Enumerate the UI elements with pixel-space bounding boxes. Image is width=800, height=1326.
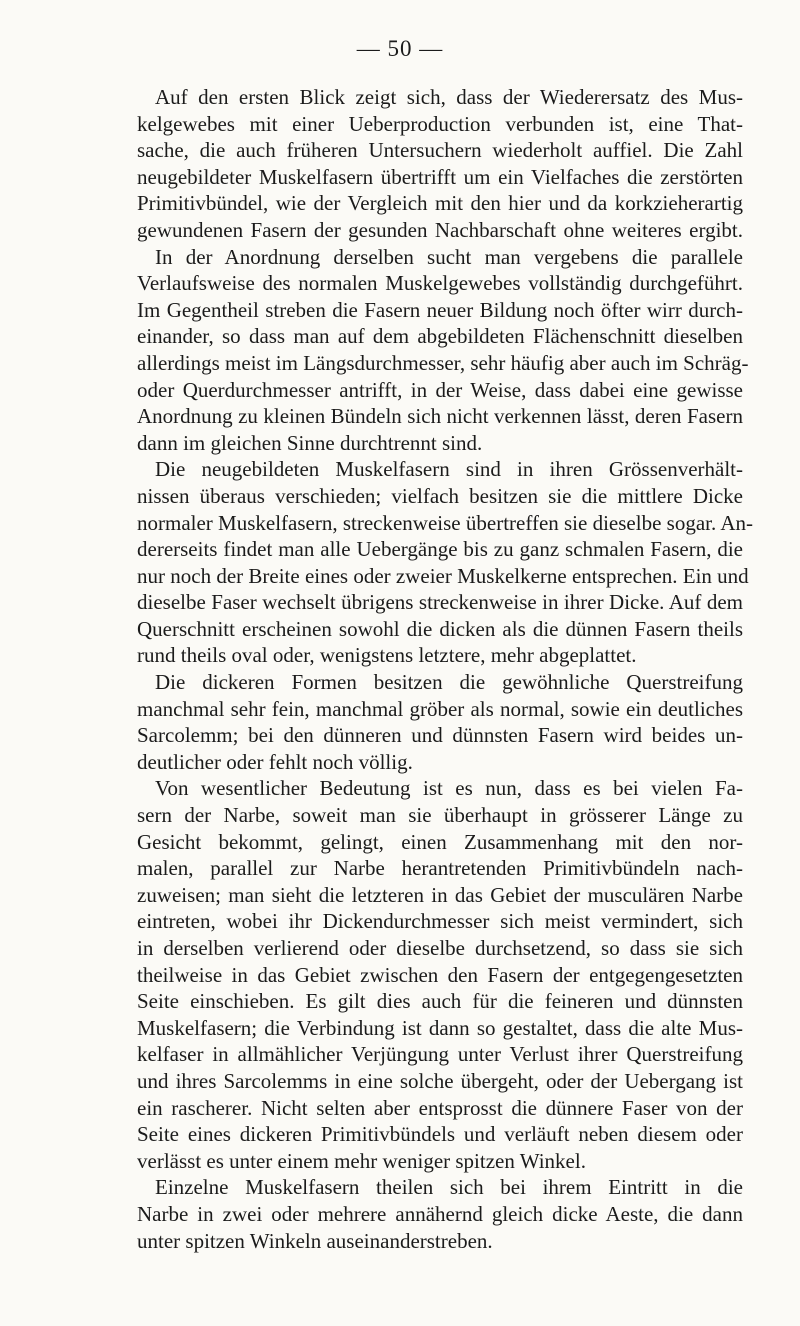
text-line: Die neugebildeten Muskelfasern sind in ihren Grössenverhält- xyxy=(155,457,743,482)
text-line: gewundenen Fasern der gesunden Nachbarschaft ohne weiteres ergibt. xyxy=(137,217,743,242)
text-line: eintreten, wobei ihr Dickendurchmesser sich meist vermindert, sich xyxy=(137,909,743,934)
text-line: nur noch der Breite eines oder zweier Muskelkerne entsprechen. Ein und xyxy=(137,563,749,588)
text-line: Von wesentlicher Bedeutung ist es nun, dass es bei vielen Fa- xyxy=(155,776,743,801)
text-line: normaler Muskelfasern, streckenweise übertreffen sie dieselbe sogar. An- xyxy=(137,510,753,535)
body-text xyxy=(137,84,753,1254)
text-line: Gesicht bekommt, gelingt, einen Zusammenhang mit den nor- xyxy=(137,829,743,854)
text-line: dieselbe Faser wechselt übrigens streckenweise in ihrer Dicke. Auf dem xyxy=(137,590,743,615)
text-line: malen, parallel zur Narbe herantretenden Primitivbündeln nach- xyxy=(137,856,743,881)
text-line: In der Anordnung derselben sucht man vergebens die parallele xyxy=(155,244,743,269)
text-line: deutlicher oder fehlt noch völlig. xyxy=(137,749,413,774)
text-line: zuweisen; man sieht die letzteren in das Gebiet der musculären Narbe xyxy=(137,882,743,907)
text-line: kelgewebes mit einer Ueberproduction verbunden ist, eine That- xyxy=(137,111,743,136)
text-line: dererseits findet man alle Uebergänge bis zu ganz schmalen Fasern, die xyxy=(137,537,743,562)
text-line: Im Gegentheil streben die Fasern neuer Bildung noch öfter wirr durch- xyxy=(137,297,743,322)
text-line: neugebildeter Muskelfasern übertrifft um ein Vielfaches die zerstörten xyxy=(137,164,743,189)
text-line: einander, so dass man auf dem abgebildeten Flächenschnitt dieselben xyxy=(137,324,743,349)
text-line: und ihres Sarcolemms in eine solche übergeht, oder der Uebergang ist xyxy=(137,1068,743,1093)
page-number: — 50 — xyxy=(356,36,444,61)
text-line: Die dickeren Formen besitzen die gewöhnliche Querstreifung xyxy=(155,670,743,695)
text-line: in derselben verlierend oder dieselbe durchsetzend, so dass sie sich xyxy=(137,936,743,960)
text-line: unter spitzen Winkeln auseinanderstreben. xyxy=(137,1228,493,1253)
text-line: Auf den ersten Blick zeigt sich, dass der Wiederersatz des Mus- xyxy=(155,85,743,109)
text-line: dann im gleichen Sinne durchtrennt sind. xyxy=(137,430,483,455)
text-line: Muskelfasern; die Verbindung ist dann so gestaltet, dass die alte Mus- xyxy=(137,1015,743,1040)
text-line: manchmal sehr fein, manchmal gröber als normal, sowie ein deutliches xyxy=(137,696,743,721)
text-line: Primitivbündel, wie der Vergleich mit den hier und da korkzieherartig xyxy=(137,191,743,216)
text-line: kelfaser in allmählicher Verjüngung unter Verlust ihrer Querstreifung xyxy=(137,1042,743,1067)
text-line: allerdings meist im Längsdurchmesser, sehr häufig aber auch im Schräg- xyxy=(137,350,749,375)
text-line: verlässt es unter einem mehr weniger spitzen Winkel. xyxy=(137,1148,586,1173)
text-line: nissen überaus verschieden; vielfach besitzen sie die mittlere Dicke xyxy=(137,483,743,508)
text-line: Sarcolemm; bei den dünneren und dünnsten Fasern wird beides un- xyxy=(137,723,743,748)
text-line: Seite eines dickeren Primitivbündels und verläuft neben diesem oder xyxy=(137,1122,743,1147)
text-line: oder Querdurchmesser antrifft, in der Weise, dass dabei eine gewisse xyxy=(137,377,743,402)
text-line: Einzelne Muskelfasern theilen sich bei ihrem Eintritt in die xyxy=(155,1175,743,1200)
text-line: ein rascherer. Nicht selten aber entsprosst die dünnere Faser von der xyxy=(137,1095,743,1120)
text-line: Seite einschieben. Es gilt dies auch für die feineren und dünnsten xyxy=(137,989,743,1014)
text-line: rund theils oval oder, wenigstens letztere, mehr abgeplattet. xyxy=(137,643,637,668)
text-line: Querschnitt erscheinen sowohl die dicken als die dünnen Fasern theils xyxy=(137,616,743,641)
text-line: Verlaufsweise des normalen Muskelgewebes vollständig durchgeführt. xyxy=(137,271,743,296)
text-line: Narbe in zwei oder mehrere annähernd gleich dicke Aeste, die dann xyxy=(137,1201,743,1226)
text-line: sache, die auch früheren Untersuchern wiederholt auffiel. Die Zahl xyxy=(137,138,743,163)
text-line: theilweise in das Gebiet zwischen den Fasern der entgegengesetzten xyxy=(137,962,743,987)
text-line: Anordnung zu kleinen Bündeln sich nicht verkennen lässt, deren Fasern xyxy=(137,404,743,429)
text-line: sern der Narbe, soweit man sie überhaupt in grösserer Länge zu xyxy=(137,803,743,828)
